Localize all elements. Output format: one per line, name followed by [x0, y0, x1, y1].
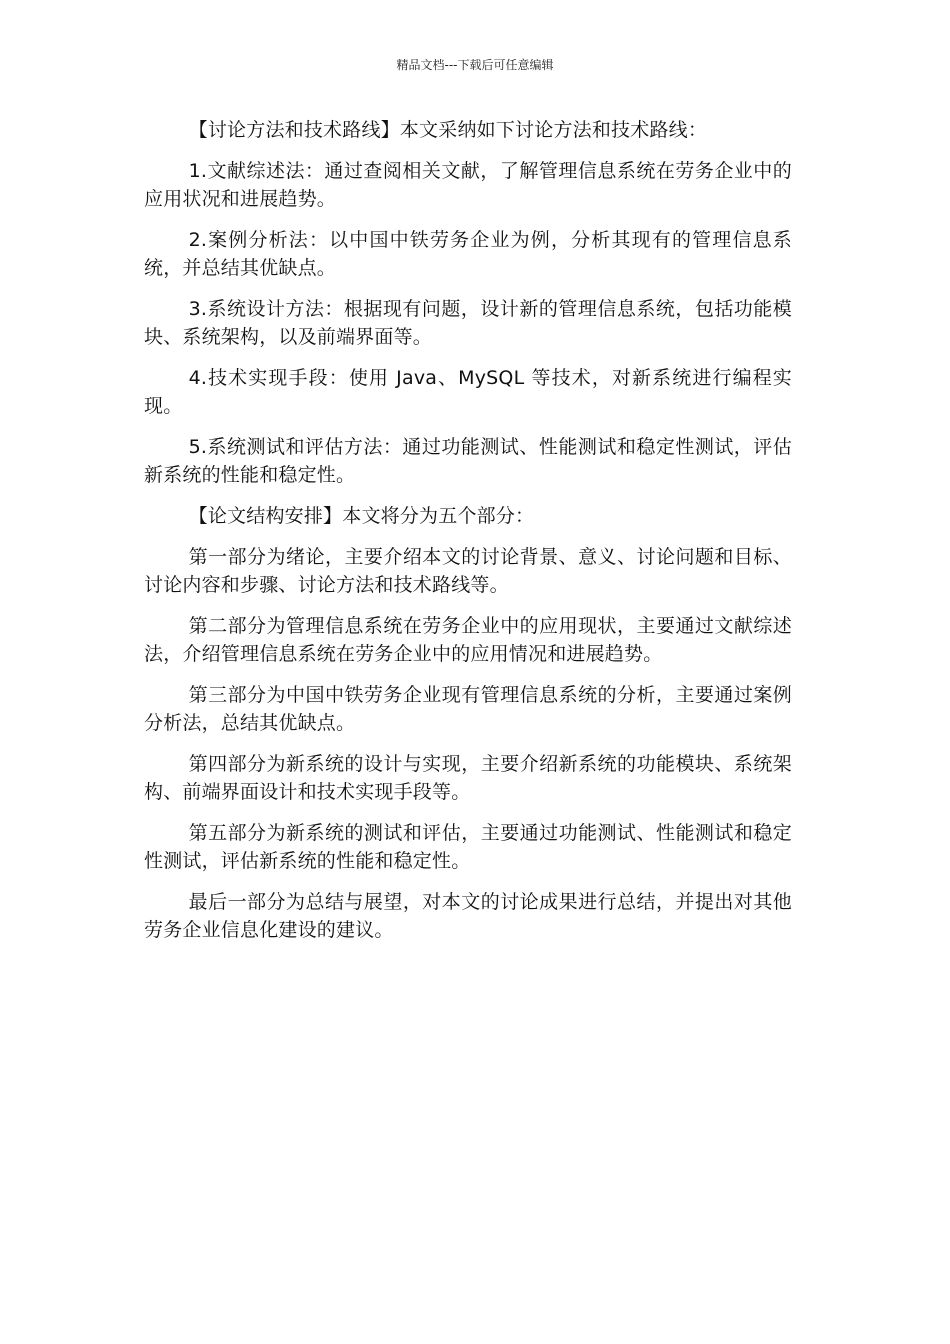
- paragraph-part-two: 第二部分为管理信息系统在劳务企业中的应用现状，主要通过文献综述法，介绍管理信息系统在劳务企业中的应用情况和进展趋势。: [144, 615, 792, 665]
- paragraph-method-case-analysis: 2.案例分析法：以中国中铁劳务企业为例，分析其现有的管理信息系统，并总结其优缺点。: [144, 229, 792, 279]
- paragraph-part-one: 第一部分为绪论，主要介绍本文的讨论背景、意义、讨论问题和目标、讨论内容和步骤、讨论方法和技术路线等。: [144, 546, 792, 596]
- paragraph-part-five: 第五部分为新系统的测试和评估，主要通过功能测试、性能测试和稳定性测试，评估新系统的性能和稳定性。: [144, 822, 792, 872]
- paragraph-method-system-design: 3.系统设计方法：根据现有问题，设计新的管理信息系统，包括功能模块、系统架构，以及前端界面等。: [144, 298, 792, 348]
- paragraph-part-three: 第三部分为中国中铁劳务企业现有管理信息系统的分析，主要通过案例分析法，总结其优缺点。: [144, 684, 792, 734]
- paragraph-part-four: 第四部分为新系统的设计与实现，主要介绍新系统的功能模块、系统架构、前端界面设计和技术实现手段等。: [144, 753, 792, 803]
- paragraph-structure-heading: 【论文结构安排】本文将分为五个部分：: [188, 505, 535, 527]
- paragraph-conclusion: 最后一部分为总结与展望，对本文的讨论成果进行总结，并提出对其他劳务企业信息化建设的建议。: [144, 891, 792, 941]
- paragraph-method-literature-review: 1.文献综述法：通过查阅相关文献，了解管理信息系统在劳务企业中的应用状况和进展趋势。: [144, 160, 792, 210]
- paragraph-methods-heading: 【讨论方法和技术路线】本文采纳如下讨论方法和技术路线：: [188, 119, 708, 141]
- paragraph-method-implementation: 4.技术实现手段：使用 Java、MySQL 等技术，对新系统进行编程实现。: [144, 367, 792, 417]
- page-header: 精品文档---下载后可任意编辑: [396, 58, 554, 72]
- paragraph-method-testing: 5.系统测试和评估方法：通过功能测试、性能测试和稳定性测试，评估新系统的性能和稳定性。: [144, 436, 792, 486]
- document-body: [144, 116, 792, 957]
